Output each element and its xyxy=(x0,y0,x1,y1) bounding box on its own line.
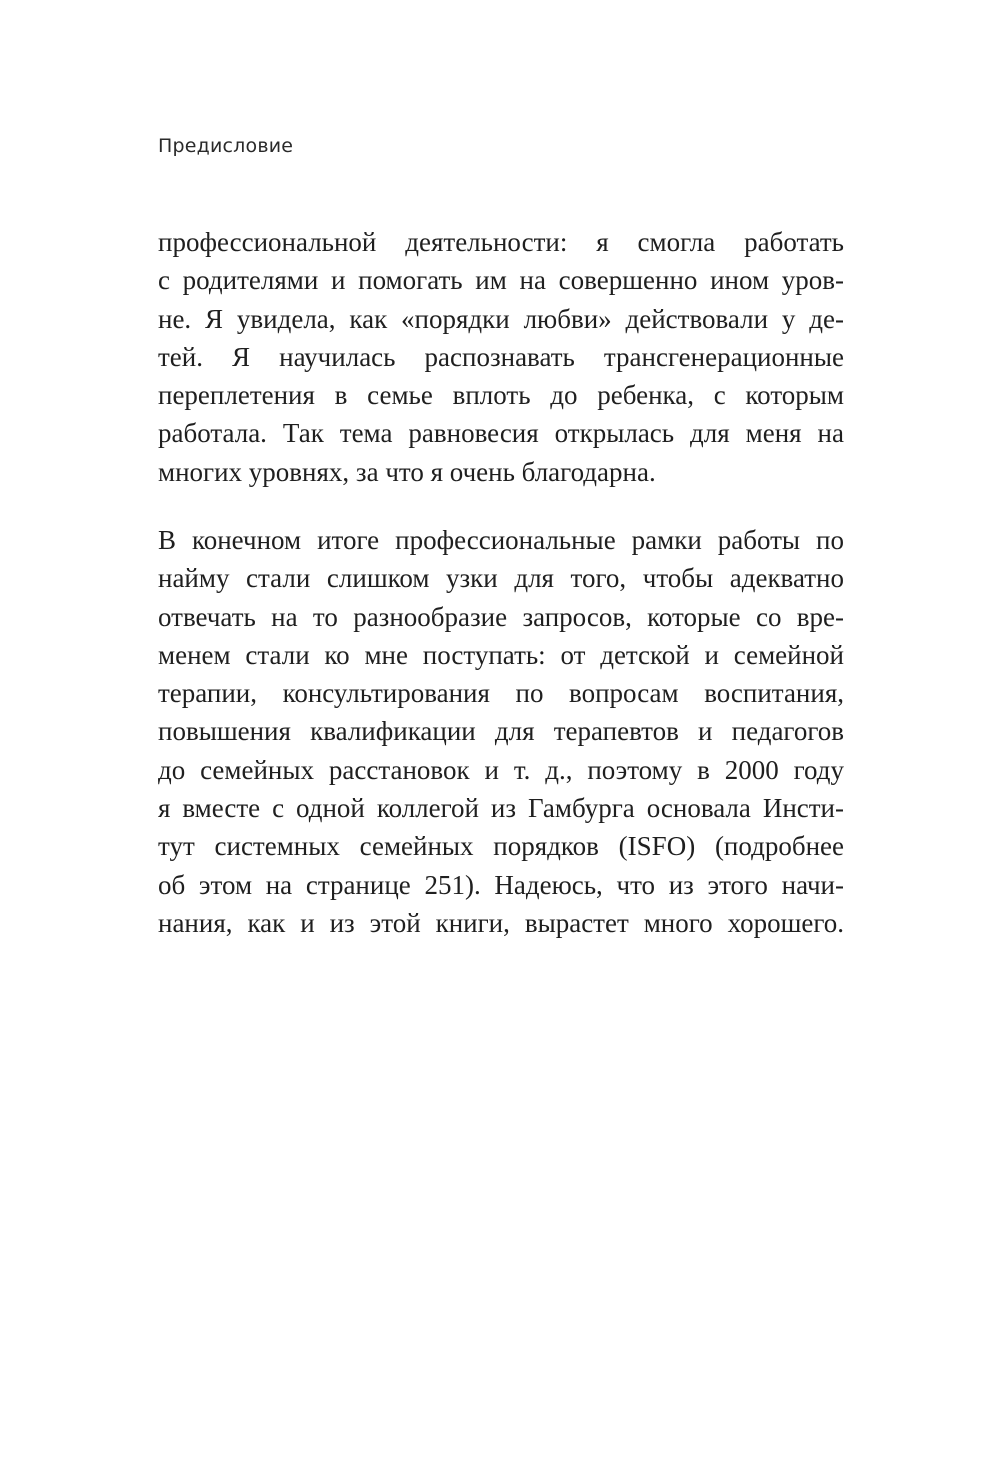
paragraph-line: до семейных расстановок и т. д., поэтому в 2000 году xyxy=(158,754,844,785)
paragraph-line: повышения квалификации для терапевтов и педагогов xyxy=(158,716,844,747)
paragraph-line: с родителями и помогать им на совершенно ином уров- xyxy=(158,265,844,296)
paragraph-line: тей. Я научилась распознавать трансгенерационные xyxy=(158,341,844,372)
paragraph-line: менем стали ко мне поступать: от детской и семейной xyxy=(158,639,844,670)
paragraph-line: профессиональной деятельности: я смогла работать xyxy=(158,227,844,257)
running-head: Предисловие xyxy=(158,135,294,157)
paragraph-line: найму стали слишком узки для того, чтобы адекватно xyxy=(158,563,844,594)
paragraph-line: тут системных семейных порядков (ISFO) (подробнее xyxy=(158,831,844,862)
paragraph-2 xyxy=(158,521,844,942)
paragraph-line: переплетения в семье вплоть до ребенка, с которым xyxy=(158,380,844,411)
paragraph-line: терапии, консультирования по вопросам воспитания, xyxy=(158,678,844,709)
paragraph-line: нания, как и из этой книги, вырастет много хорошего. xyxy=(158,907,844,938)
paragraph-line: не. Я увидела, как «порядки любви» действовали у де- xyxy=(158,303,844,334)
paragraph-line: я вместе с одной коллегой из Гамбурга основала Инсти- xyxy=(158,793,844,824)
paragraph-line: многих уровнях, за что я очень благодарна. xyxy=(158,456,656,487)
paragraph-line: работала. Так тема равновесия открылась для меня на xyxy=(158,418,844,449)
paragraph-line: об этом на странице 251). Надеюсь, что из этого начи- xyxy=(158,869,844,900)
paragraph-line: отвечать на то разнообразие запросов, которые со вре- xyxy=(158,601,844,632)
paragraph-line: В конечном итоге профессиональные рамки работы по xyxy=(158,525,844,555)
paragraph-1 xyxy=(158,223,844,491)
